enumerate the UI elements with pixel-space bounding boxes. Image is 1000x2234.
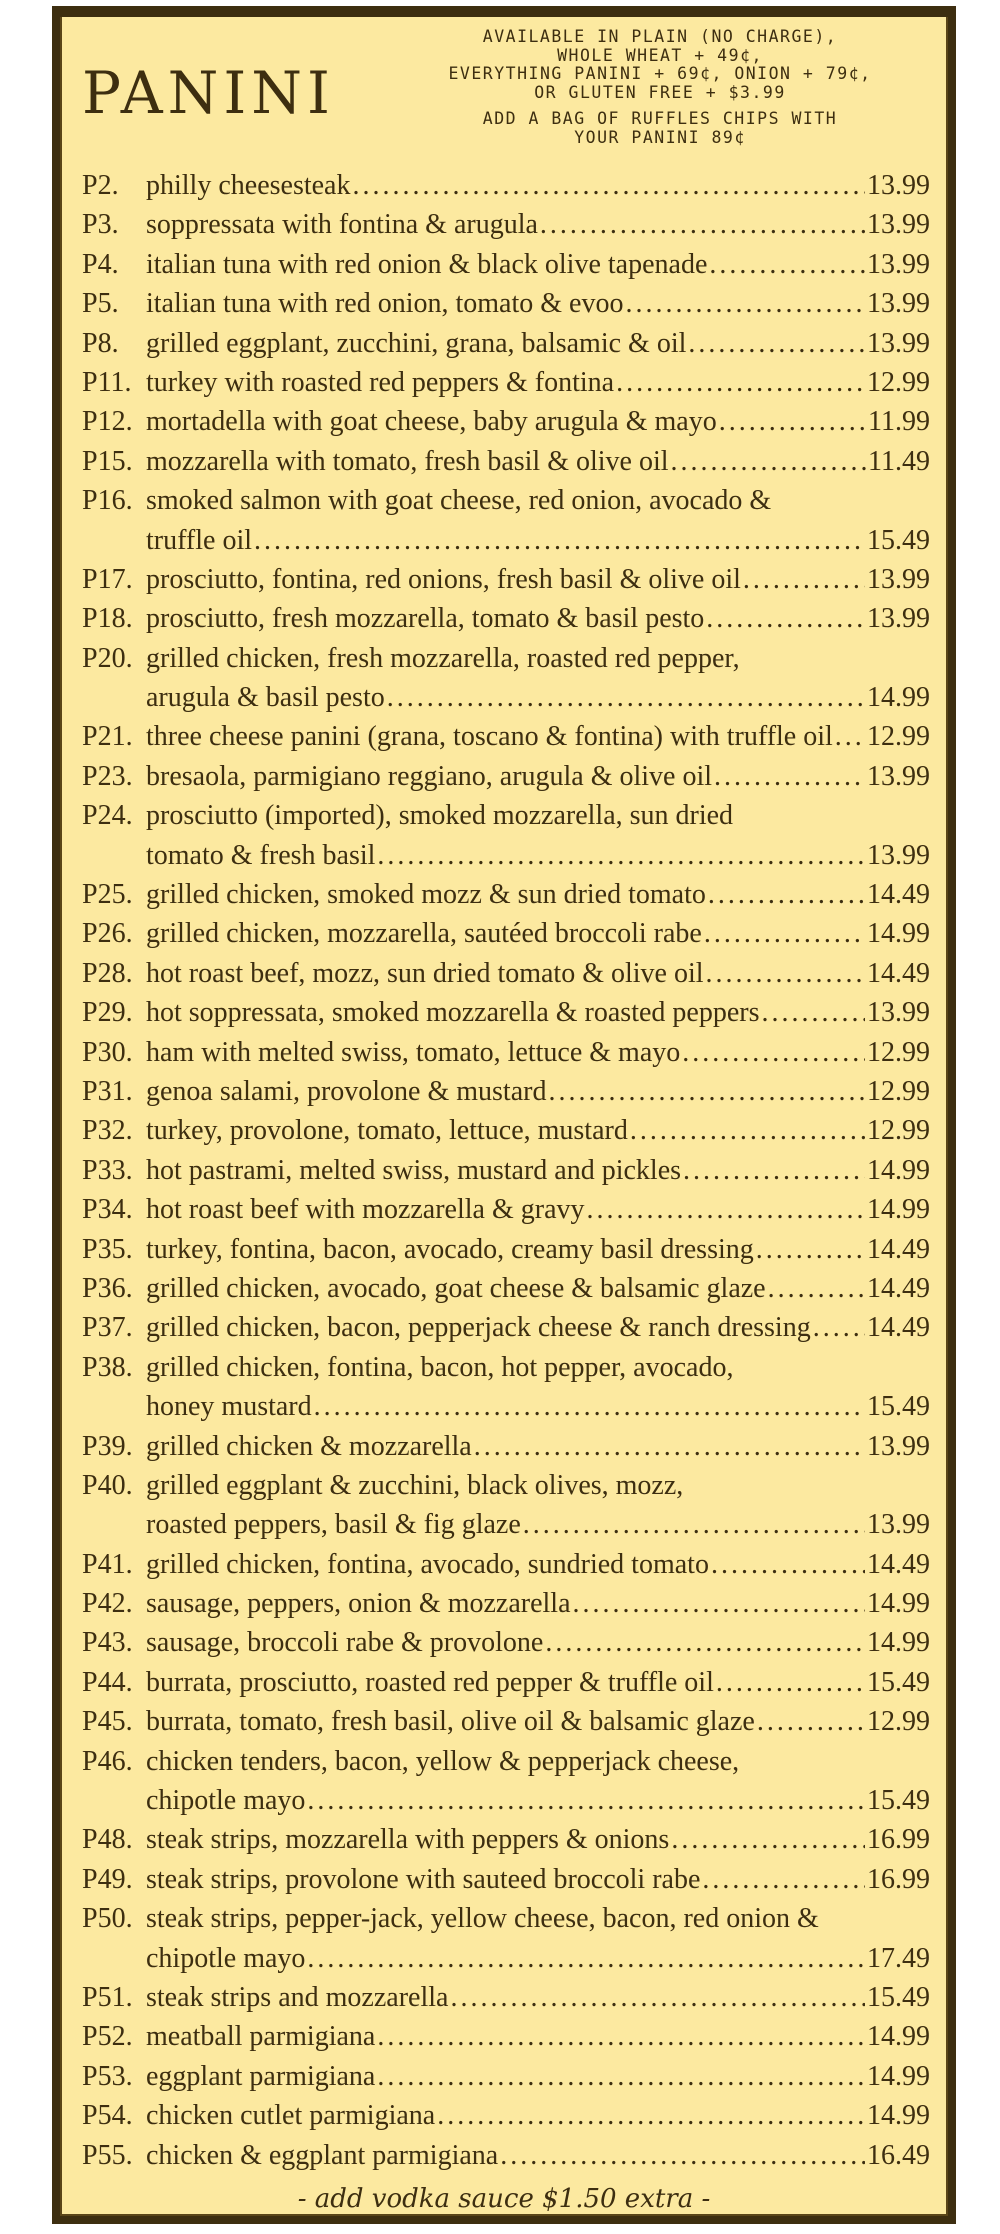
item-description: grilled chicken, avocado, goat cheese & balsamic glaze xyxy=(146,1272,766,1304)
item-description: grilled chicken, fresh mozzarella, roasted red pepper, xyxy=(146,642,740,674)
item-code: P52. xyxy=(82,2021,133,2053)
dot-leader xyxy=(761,993,865,1032)
item-description: chicken cutlet parmigiana xyxy=(146,2100,436,2132)
menu-item xyxy=(82,1623,930,1662)
item-code: P34. xyxy=(82,1194,133,1226)
item-code: P54. xyxy=(82,2100,133,2132)
dot-leader xyxy=(545,1623,865,1662)
item-price: 13.99 xyxy=(867,327,930,359)
item-description: turkey, provolone, tomato, lettuce, mustard xyxy=(146,1115,628,1147)
dot-leader xyxy=(711,1545,865,1584)
item-price: 13.99 xyxy=(867,760,930,792)
item-code: P29. xyxy=(82,997,133,1029)
menu-item xyxy=(82,796,930,875)
menu-item xyxy=(82,1269,930,1308)
item-code: P39. xyxy=(82,1430,133,1462)
dot-leader xyxy=(706,599,865,638)
item-description: sausage, peppers, onion & mozzarella xyxy=(146,1588,571,1620)
item-description: grilled eggplant, zucchini, grana, balsamic & oil xyxy=(146,327,687,359)
item-description: meatball parmigiana xyxy=(146,2021,376,2053)
chips-note-line: YOUR PANINI 89¢ xyxy=(574,127,746,147)
dot-leader xyxy=(630,1111,865,1150)
item-code: P3. xyxy=(82,209,119,241)
item-code: P16. xyxy=(82,485,133,517)
item-description: eggplant parmigiana xyxy=(146,2060,376,2092)
menu-item xyxy=(82,1308,930,1347)
item-description: three cheese panini (grana, toscano & fontina) with truffle oil xyxy=(146,721,833,753)
item-description: turkey, fontina, bacon, avocado, creamy basil dressing xyxy=(146,1233,754,1265)
item-price: 14.49 xyxy=(867,1548,930,1580)
dot-leader xyxy=(254,521,865,560)
dot-leader xyxy=(314,1387,865,1426)
dot-leader xyxy=(450,1978,865,2017)
vodka-sauce-note: - add vodka sauce $1.50 extra - xyxy=(297,2184,711,2214)
dot-leader xyxy=(523,1505,865,1544)
item-code: P11. xyxy=(82,366,132,398)
item-code: P41. xyxy=(82,1548,133,1580)
item-price: 15.49 xyxy=(867,1785,930,1817)
menu-item-list xyxy=(82,166,930,2175)
item-description: steak strips, mozzarella with peppers & onions xyxy=(146,1824,670,1856)
item-code: P12. xyxy=(82,406,133,438)
dot-leader xyxy=(671,1820,865,1859)
item-description: grilled chicken, bacon, pepperjack cheese & ranch dressing xyxy=(146,1312,811,1344)
item-description: grilled eggplant & zucchini, black olives, mozz, xyxy=(146,1469,684,1501)
menu-item xyxy=(82,1230,930,1269)
item-price: 16.49 xyxy=(867,2139,930,2171)
item-price: 15.49 xyxy=(867,1981,930,2013)
dot-leader xyxy=(548,1072,865,1111)
item-description: sausage, broccoli rabe & provolone xyxy=(146,1627,544,1659)
item-price: 13.99 xyxy=(867,248,930,280)
menu-frame xyxy=(52,6,956,2224)
dot-leader xyxy=(352,166,865,205)
item-price: 13.99 xyxy=(867,839,930,871)
item-code: P55. xyxy=(82,2139,133,2171)
item-price: 16.99 xyxy=(867,1824,930,1856)
item-price: 14.99 xyxy=(867,2060,930,2092)
dot-leader xyxy=(437,2096,865,2135)
dot-leader xyxy=(688,324,865,363)
item-code: P49. xyxy=(82,1863,133,1895)
item-price: 14.99 xyxy=(867,2100,930,2132)
menu-item xyxy=(82,1466,930,1545)
item-description: steak strips, provolone with sauteed broccoli rabe xyxy=(146,1863,701,1895)
item-price: 13.99 xyxy=(867,1430,930,1462)
item-price: 16.99 xyxy=(867,1863,930,1895)
menu-item xyxy=(82,1584,930,1623)
dot-leader xyxy=(573,1584,865,1623)
item-description: grilled chicken, fontina, avocado, sundried tomato xyxy=(146,1548,709,1580)
item-code: P21. xyxy=(82,721,133,753)
item-description: prosciutto, fontina, red onions, fresh basil & olive oil xyxy=(146,563,741,595)
item-description: grilled chicken & mozzarella xyxy=(146,1430,472,1462)
dot-leader xyxy=(377,2057,865,2096)
menu-item xyxy=(82,2136,930,2175)
item-price: 13.99 xyxy=(867,997,930,1029)
item-description: bresaola, parmigiano reggiano, arugula & olive oil xyxy=(146,760,713,792)
item-code: P45. xyxy=(82,1706,133,1738)
dot-leader xyxy=(625,284,865,323)
dot-leader xyxy=(714,757,865,796)
item-code: P8. xyxy=(82,327,119,359)
menu-item xyxy=(82,875,930,914)
item-code: P42. xyxy=(82,1588,133,1620)
dot-leader xyxy=(540,205,865,244)
item-description: hot roast beef with mozzarella & gravy xyxy=(146,1194,585,1226)
menu-item xyxy=(82,639,930,718)
item-description: chicken & eggplant parmigiana xyxy=(146,2139,499,2171)
dot-leader xyxy=(587,1190,866,1229)
item-price: 17.49 xyxy=(867,1942,930,1974)
item-code: P23. xyxy=(82,760,133,792)
item-code: P46. xyxy=(82,1745,133,1777)
menu-item xyxy=(82,1033,930,1072)
dot-leader xyxy=(757,1702,865,1741)
note-line: OR GLUTEN FREE + $3.99 xyxy=(534,82,786,102)
menu-notes xyxy=(400,28,920,147)
dot-leader xyxy=(616,363,865,402)
item-description: italian tuna with red onion & black olive tapenade xyxy=(146,248,708,280)
item-description: grilled chicken, fontina, bacon, hot pepper, avocado, xyxy=(146,1351,734,1383)
item-description: mortadella with goat cheese, baby arugula & mayo xyxy=(146,406,717,438)
menu-item xyxy=(82,1427,930,1466)
item-price: 11.49 xyxy=(868,445,930,477)
dot-leader xyxy=(756,1230,865,1269)
item-description-cont: honey mustard xyxy=(146,1391,312,1423)
menu-item xyxy=(82,1820,930,1859)
item-description: mozzarella with tomato, fresh basil & olive oil xyxy=(146,445,669,477)
item-code: P5. xyxy=(82,288,119,320)
menu-item xyxy=(82,1702,930,1741)
dot-leader xyxy=(377,2017,865,2056)
item-price: 12.99 xyxy=(867,366,930,398)
item-price: 14.99 xyxy=(867,1627,930,1659)
menu-item xyxy=(82,1545,930,1584)
menu-item xyxy=(82,324,930,363)
item-code: P17. xyxy=(82,563,133,595)
item-price: 13.99 xyxy=(867,563,930,595)
item-code: P51. xyxy=(82,1981,133,2013)
dot-leader xyxy=(813,1308,865,1347)
menu-item xyxy=(82,1190,930,1229)
item-price: 14.99 xyxy=(867,918,930,950)
item-code: P44. xyxy=(82,1666,133,1698)
menu-item xyxy=(82,402,930,441)
menu-item xyxy=(82,993,930,1032)
menu-title: PANINI xyxy=(82,59,335,127)
frame-top-border xyxy=(60,14,948,17)
item-description: steak strips, pepper-jack, yellow cheese, bacon, red onion & xyxy=(146,1903,819,1935)
item-description: prosciutto, fresh mozzarella, tomato & basil pesto xyxy=(146,603,705,635)
item-code: P15. xyxy=(82,445,133,477)
menu-item xyxy=(82,954,930,993)
menu-item xyxy=(82,166,930,205)
item-description: burrata, prosciutto, roasted red pepper & truffle oil xyxy=(146,1666,714,1698)
note-line: EVERYTHING PANINI + 69¢, ONION + 79¢, xyxy=(448,64,872,83)
menu-item xyxy=(82,1978,930,2017)
item-description: turkey with roasted red peppers & fontina xyxy=(146,366,615,398)
item-code: P33. xyxy=(82,1154,133,1186)
item-code: P20. xyxy=(82,642,133,674)
item-price: 14.99 xyxy=(867,682,930,714)
menu-item xyxy=(82,757,930,796)
menu-item xyxy=(82,481,930,560)
dot-leader xyxy=(709,245,865,284)
item-description: genoa salami, provolone & mustard xyxy=(146,1075,547,1107)
item-description: hot pastrami, melted swiss, mustard and pickles xyxy=(146,1154,682,1186)
item-price: 14.49 xyxy=(867,879,930,911)
menu-item xyxy=(82,1151,930,1190)
item-code: P31. xyxy=(82,1075,133,1107)
item-code: P36. xyxy=(82,1272,133,1304)
item-code: P48. xyxy=(82,1824,133,1856)
item-code: P32. xyxy=(82,1115,133,1147)
menu-item xyxy=(82,442,930,481)
menu-item xyxy=(82,599,930,638)
item-price: 13.99 xyxy=(867,1509,930,1541)
dot-leader xyxy=(704,914,865,953)
item-description: italian tuna with red onion, tomato & evoo xyxy=(146,288,624,320)
dot-leader xyxy=(683,1151,865,1190)
menu-item xyxy=(82,1899,930,1978)
item-description: soppressata with fontina & arugula xyxy=(146,209,538,241)
menu-item xyxy=(82,1860,930,1899)
item-price: 15.49 xyxy=(867,1666,930,1698)
item-price: 14.99 xyxy=(867,1154,930,1186)
note-line: AVAILABLE IN PLAIN (NO CHARGE), xyxy=(482,27,838,46)
item-price: 13.99 xyxy=(867,209,930,241)
item-price: 12.99 xyxy=(867,1036,930,1068)
dot-leader xyxy=(671,442,867,481)
item-code: P25. xyxy=(82,879,133,911)
item-price: 13.99 xyxy=(867,603,930,635)
chips-note-line: ADD A BAG OF RUFFLES CHIPS WITH xyxy=(482,109,838,128)
item-price: 12.99 xyxy=(867,721,930,753)
dot-leader xyxy=(768,1269,865,1308)
item-price: 12.99 xyxy=(867,1115,930,1147)
item-code: P37. xyxy=(82,1312,133,1344)
dot-leader xyxy=(708,875,865,914)
item-code: P26. xyxy=(82,918,133,950)
item-price: 12.99 xyxy=(867,1075,930,1107)
item-code: P40. xyxy=(82,1469,133,1501)
item-code: P24. xyxy=(82,800,133,832)
item-description: hot soppressata, smoked mozzarella & roasted peppers xyxy=(146,997,760,1029)
item-description: steak strips and mozzarella xyxy=(146,1981,449,2013)
item-code: P38. xyxy=(82,1351,133,1383)
item-description-cont: chipotle mayo xyxy=(146,1785,306,1817)
dot-leader xyxy=(716,1663,865,1702)
item-description: grilled chicken, smoked mozz & sun dried tomato xyxy=(146,879,706,911)
item-code: P30. xyxy=(82,1036,133,1068)
item-description-cont: roasted peppers, basil & fig glaze xyxy=(146,1509,521,1541)
item-price: 14.99 xyxy=(867,1194,930,1226)
item-price: 14.49 xyxy=(867,1233,930,1265)
item-code: P28. xyxy=(82,957,133,989)
note-line: WHOLE WHEAT + 49¢, xyxy=(557,45,763,65)
item-price: 14.49 xyxy=(867,1272,930,1304)
item-description: ham with melted swiss, tomato, lettuce & mayo xyxy=(146,1036,681,1068)
item-description-cont: truffle oil xyxy=(146,524,253,556)
item-description-cont: chipotle mayo xyxy=(146,1942,306,1974)
item-price: 14.49 xyxy=(867,1312,930,1344)
dot-leader xyxy=(682,1033,865,1072)
item-description: grilled chicken, mozzarella, sautéed broccoli rabe xyxy=(146,918,702,950)
menu-item xyxy=(82,2017,930,2056)
dot-leader xyxy=(702,1860,865,1899)
dot-leader xyxy=(835,717,865,756)
menu-item xyxy=(82,2096,930,2135)
item-code: P2. xyxy=(82,170,119,201)
item-description-cont: arugula & basil pesto xyxy=(146,682,385,714)
item-price: 13.99 xyxy=(867,288,930,320)
menu-item xyxy=(82,1111,930,1150)
menu-item xyxy=(82,560,930,599)
menu-item xyxy=(82,914,930,953)
dot-leader xyxy=(743,560,865,599)
item-code: P53. xyxy=(82,2060,133,2092)
item-code: P18. xyxy=(82,603,133,635)
menu-item xyxy=(82,363,930,402)
menu-item xyxy=(82,717,930,756)
item-price: 15.49 xyxy=(867,1391,930,1423)
menu-item xyxy=(82,1742,930,1821)
item-price: 12.99 xyxy=(867,1706,930,1738)
menu-item xyxy=(82,284,930,323)
dot-leader xyxy=(474,1427,865,1466)
dot-leader xyxy=(307,1781,865,1820)
menu-item xyxy=(82,1072,930,1111)
item-description-cont: tomato & fresh basil xyxy=(146,839,376,871)
item-price: 14.49 xyxy=(867,957,930,989)
menu-item xyxy=(82,1663,930,1702)
item-description: prosciutto (imported), smoked mozzarella, sun dried xyxy=(146,800,734,832)
menu-item xyxy=(82,205,930,244)
dot-leader xyxy=(307,1939,865,1978)
dot-leader xyxy=(377,836,865,875)
item-price: 11.99 xyxy=(868,406,930,438)
item-code: P43. xyxy=(82,1627,133,1659)
item-description: philly cheesesteak xyxy=(146,170,351,201)
dot-leader xyxy=(706,954,865,993)
item-code: P35. xyxy=(82,1233,133,1265)
item-code: P50. xyxy=(82,1903,133,1935)
dot-leader xyxy=(719,402,866,441)
menu-item xyxy=(82,245,930,284)
item-description: burrata, tomato, fresh basil, olive oil & balsamic glaze xyxy=(146,1706,755,1738)
item-description: chicken tenders, bacon, yellow & pepperjack cheese, xyxy=(146,1745,740,1777)
item-price: 13.99 xyxy=(867,170,930,201)
menu-item xyxy=(82,2057,930,2096)
item-code: P4. xyxy=(82,248,119,280)
item-price: 14.99 xyxy=(867,2021,930,2053)
dot-leader xyxy=(500,2136,865,2175)
item-price: 15.49 xyxy=(867,524,930,556)
item-price: 14.99 xyxy=(867,1588,930,1620)
menu-item xyxy=(82,1348,930,1427)
dot-leader xyxy=(387,678,865,717)
item-description: smoked salmon with goat cheese, red onion, avocado & xyxy=(146,485,772,517)
item-description: hot roast beef, mozz, sun dried tomato & olive oil xyxy=(146,957,704,989)
